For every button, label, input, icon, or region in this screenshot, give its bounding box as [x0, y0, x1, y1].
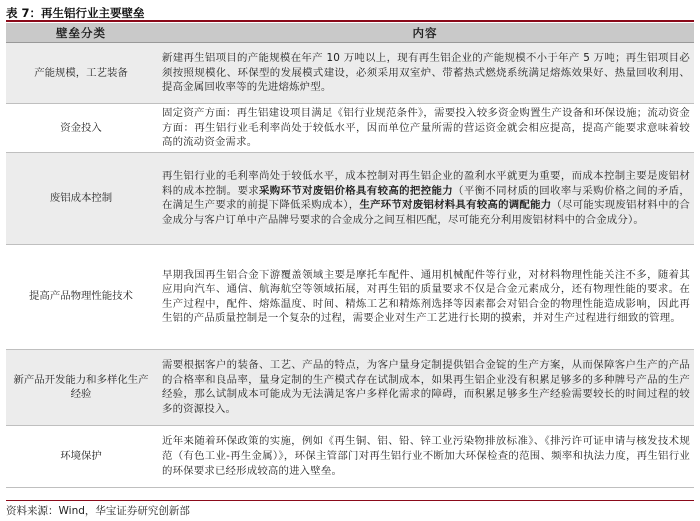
content-emphasis: 生产环节对废铝材料具有较高的调配能力: [359, 199, 552, 212]
content-text: （平衡不同材质的回收率与采购价格之间的矛盾，在满足生产要求的前提下降低采购成本），: [162, 184, 690, 212]
content-text: 需要根据客户的装备、工艺、产品的特点，为客户量身定制提供铝合金锭的生产方案，从而保障客户生产的产品的合格率和良品率，量身定制的生产模式存在试制成本，如果再生铝企业没有积累足够多的多种牌号产品的生产经验，那么试制成本可能成为无法满足客户多样化需求的障碍，而积累足够多生产经验需要较长的时间过程的较多的资源投入。: [162, 359, 690, 415]
table-bottom-rule: [6, 500, 694, 501]
content-text: （尽可能实现废铝材料中的合金成分与客户订单中产品牌号要求的合金成分之间互相匹配，尽可能充分利用废铝材料中的合金成分）。: [162, 199, 690, 226]
table-row: [6, 425, 694, 487]
table-row: [6, 104, 694, 153]
header-content: 内容: [156, 23, 694, 43]
row-content: [156, 152, 694, 244]
content-text: 再生铝行业的毛利率尚处于较低水平，成本控制对再生铝企业的盈利水平就更为重要，而成本控制主要是废铝材料的成本控制。要求: [162, 170, 690, 197]
row-category: 废铝成本控制: [6, 152, 156, 244]
row-content: [156, 244, 694, 349]
row-content: [156, 43, 694, 104]
row-category: 提高产品物理性能技术: [6, 244, 156, 349]
row-category: 新产品开发能力和多样化生产经验: [6, 349, 156, 425]
row-category: 资金投入: [6, 104, 156, 153]
content-text: 固定资产方面：再生铝建设项目满足《铝行业规范条件》，需要投入较多资金购置生产设备和环保设施；流动资金方面：再生铝行业毛利率尚处于较低水平，因而单位产量所需的营运资金就会相应提高，提高产能要求意味着较高的流动资金需求。: [162, 107, 690, 149]
table-title-bar: [6, 2, 694, 22]
table-row: [6, 152, 694, 244]
header-category: 壁垒分类: [6, 23, 156, 43]
table-row: [6, 244, 694, 349]
content-emphasis: 采购环节对废铝价格具有较高的把控能力: [259, 184, 454, 197]
source-note: 资料来源：Wind，华宝证券研究创新部: [6, 505, 190, 517]
table-header-row: [6, 23, 694, 43]
row-category: 产能规模，工艺装备: [6, 43, 156, 104]
barriers-table: [6, 23, 694, 488]
table-row: [6, 43, 694, 104]
row-category: 环境保护: [6, 425, 156, 487]
table-title: 表 7：再生铝行业主要壁垒: [6, 6, 145, 20]
content-text: 新建再生铝项目的产能规模在年产 10 万吨以上，现有再生铝企业的产能规模不小于年产 5 万吨；再生铝项目必须按照规模化、环保型的发展模式建设，必须采用双室炉、带蓄热式燃烧系统满足熔炼效果好、热量回收利用、提高金属回收率等的先进熔炼炉型。: [162, 52, 690, 94]
content-text: 早期我国再生铝合金下游覆盖领域主要是摩托车配件、通用机械配件等行业，对材料物理性能关注不多，随着其应用向汽车、通信、航海航空等领域拓展，对再生铝的质量要求不仅是合金元素成分，还有物理性能的要求。在生产过程中，配件、熔炼温度、时间、精炼工艺和精炼剂选择等因素都会对铝合金的物理性能造成影响，因此再生铝的产品质量控制是一个复杂的过程，需要企业对生产工艺进行长期的摸索，并对生产过程进行细致的管理。: [162, 268, 690, 325]
row-content: [156, 104, 694, 153]
row-content: [156, 349, 694, 425]
table-row: [6, 349, 694, 425]
row-content: [156, 425, 694, 487]
content-text: 近年来随着环保政策的实施，例如《再生铜、铝、铅、锌工业污染物排放标准》、《排污许可证申请与核发技术规范（有色工业-再生金属）》，环保主管部门对再生铝行业不断加大环保检查的范围、频率和执法力度，再生铝行业的环保要求已经形成较高的进入壁垒。: [162, 435, 690, 477]
